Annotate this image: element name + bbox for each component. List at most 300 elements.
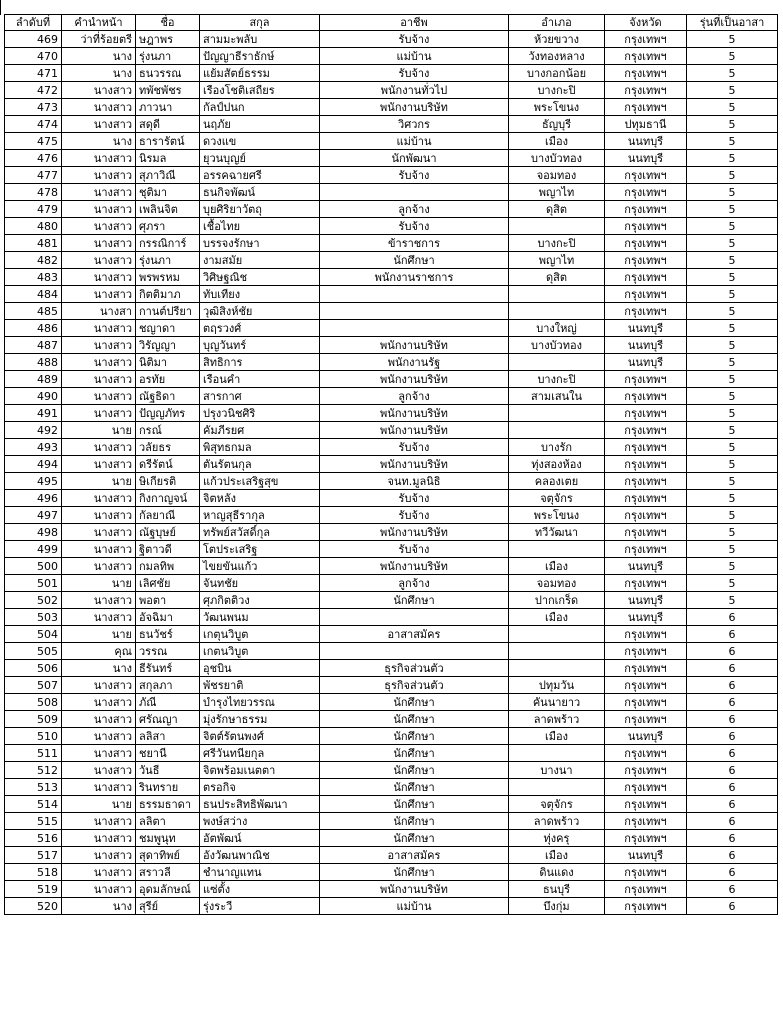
cell-last-name: ศรีวันทนียกุล [200, 745, 320, 762]
cell-title: นางสาว [62, 490, 136, 507]
table-body [5, 31, 778, 915]
cell-first-name: สดุดี [136, 116, 200, 133]
cell-occupation: ธุรกิจส่วนตัว [320, 660, 509, 677]
cell-occupation: แม่บ้าน [320, 48, 509, 65]
cell-province: กรุงเทพฯ [605, 235, 687, 252]
cell-occupation: รับจ้าง [320, 541, 509, 558]
cell-first-name: รินทราย [136, 779, 200, 796]
cell-occupation [320, 320, 509, 337]
header-district: อำเภอ [509, 15, 605, 31]
table-row [5, 745, 778, 762]
cell-occupation [320, 609, 509, 626]
cell-number: 487 [5, 337, 62, 354]
cell-province: กรุงเทพฯ [605, 167, 687, 184]
cell-number: 480 [5, 218, 62, 235]
cell-number: 478 [5, 184, 62, 201]
cell-first-name: รุ่งนภา [136, 252, 200, 269]
table-row [5, 694, 778, 711]
table-row [5, 337, 778, 354]
cell-title: นางสาว [62, 507, 136, 524]
cell-generation: 5 [687, 337, 778, 354]
cell-district [509, 779, 605, 796]
table-row [5, 779, 778, 796]
cell-district: ดุสิต [509, 269, 605, 286]
cell-generation: 6 [687, 694, 778, 711]
cell-province: นนทบุรี [605, 558, 687, 575]
table-row [5, 643, 778, 660]
table-row [5, 660, 778, 677]
cell-generation: 5 [687, 65, 778, 82]
cell-occupation: รับจ้าง [320, 507, 509, 524]
cell-occupation [320, 286, 509, 303]
cell-last-name: มุ่งรักษาธรรม [200, 711, 320, 728]
cell-number: 503 [5, 609, 62, 626]
cell-generation: 5 [687, 558, 778, 575]
cell-title: นางสาว [62, 201, 136, 218]
cell-first-name: สุรีย์ [136, 898, 200, 915]
cell-province: กรุงเทพฯ [605, 762, 687, 779]
cell-last-name: กัลป์ปนก [200, 99, 320, 116]
cell-province: กรุงเทพฯ [605, 626, 687, 643]
cell-last-name: งามสมัย [200, 252, 320, 269]
cell-last-name: นฤภัย [200, 116, 320, 133]
cell-last-name: อังวัฒนพาณิช [200, 847, 320, 864]
cell-last-name: คัมภีรยศ [200, 422, 320, 439]
cell-generation: 6 [687, 711, 778, 728]
cell-province: กรุงเทพฯ [605, 269, 687, 286]
cell-occupation: นักศึกษา [320, 796, 509, 813]
cell-last-name: ตันรัตนกุล [200, 456, 320, 473]
table-row [5, 269, 778, 286]
cell-first-name: ศรัณญา [136, 711, 200, 728]
cell-generation: 6 [687, 864, 778, 881]
cell-number: 506 [5, 660, 62, 677]
cell-generation: 5 [687, 252, 778, 269]
cell-first-name: วลัยธร [136, 439, 200, 456]
cell-district: พญาไท [509, 184, 605, 201]
cell-last-name: แก้วประเสริฐสุข [200, 473, 320, 490]
cell-number: 482 [5, 252, 62, 269]
cell-number: 518 [5, 864, 62, 881]
cell-number: 495 [5, 473, 62, 490]
cell-district: ปากเกร็ด [509, 592, 605, 609]
cell-first-name: ธนวรรณ [136, 65, 200, 82]
cell-number: 476 [5, 150, 62, 167]
cell-last-name: จิตพร้อมเนตตา [200, 762, 320, 779]
cell-occupation: พนักงานบริษัท [320, 405, 509, 422]
cell-title: นาย [62, 626, 136, 643]
cell-title: นางสาว [62, 541, 136, 558]
cell-province: กรุงเทพฯ [605, 184, 687, 201]
cell-district: บางใหญ่ [509, 320, 605, 337]
cell-title: นาง [62, 898, 136, 915]
cell-first-name: ศุภรา [136, 218, 200, 235]
cell-number: 474 [5, 116, 62, 133]
cell-title: นางสาว [62, 439, 136, 456]
cell-first-name: ธีรันทร์ [136, 660, 200, 677]
cell-last-name: ตฤรวงศ์ [200, 320, 320, 337]
cell-district: บางกะปิ [509, 235, 605, 252]
cell-district: บางบัวทอง [509, 337, 605, 354]
table-row [5, 235, 778, 252]
cell-number: 514 [5, 796, 62, 813]
table-row [5, 881, 778, 898]
cell-title: นางสาว [62, 116, 136, 133]
cell-generation: 6 [687, 779, 778, 796]
table-row [5, 711, 778, 728]
cell-last-name: ไขยขันแก้ว [200, 558, 320, 575]
cell-province: กรุงเทพฯ [605, 388, 687, 405]
cell-province: กรุงเทพฯ [605, 252, 687, 269]
cell-generation: 6 [687, 728, 778, 745]
cell-district [509, 218, 605, 235]
cell-district: จอมทอง [509, 575, 605, 592]
cell-occupation: อาสาสมัคร [320, 626, 509, 643]
cell-generation: 6 [687, 813, 778, 830]
cell-first-name: กรณ์ [136, 422, 200, 439]
cell-last-name: เชื้อไทย [200, 218, 320, 235]
cell-district [509, 643, 605, 660]
cell-first-name: กิตติมาภ [136, 286, 200, 303]
table-row [5, 541, 778, 558]
cell-first-name: อัจฉิมา [136, 609, 200, 626]
table-row [5, 303, 778, 320]
cell-district: จตุจักร [509, 796, 605, 813]
cell-occupation: พนักงานรัฐ [320, 354, 509, 371]
cell-district [509, 405, 605, 422]
cell-number: 494 [5, 456, 62, 473]
cell-district [509, 354, 605, 371]
cell-number: 519 [5, 881, 62, 898]
cell-district: บางกะปิ [509, 82, 605, 99]
cell-province: กรุงเทพฯ [605, 303, 687, 320]
cell-generation: 5 [687, 116, 778, 133]
table-header [5, 15, 778, 31]
cell-occupation: นักศึกษา [320, 745, 509, 762]
cell-generation: 5 [687, 575, 778, 592]
cell-generation: 5 [687, 133, 778, 150]
cell-number: 470 [5, 48, 62, 65]
cell-generation: 5 [687, 99, 778, 116]
cell-first-name: นิรมล [136, 150, 200, 167]
cell-province: กรุงเทพฯ [605, 677, 687, 694]
cell-occupation: พนักงานบริษัท [320, 524, 509, 541]
cell-title: นางสาว [62, 99, 136, 116]
cell-occupation: พนักงานบริษัท [320, 337, 509, 354]
cell-first-name: กมลทิพ [136, 558, 200, 575]
cell-number: 493 [5, 439, 62, 456]
cell-first-name: วันธี [136, 762, 200, 779]
cell-generation: 5 [687, 507, 778, 524]
cell-last-name: สารกาศ [200, 388, 320, 405]
table-row [5, 592, 778, 609]
cell-number: 484 [5, 286, 62, 303]
cell-first-name: นิติมา [136, 354, 200, 371]
cell-province: นนทบุรี [605, 354, 687, 371]
cell-title: นางสาว [62, 371, 136, 388]
cell-number: 507 [5, 677, 62, 694]
cell-title: นาย [62, 796, 136, 813]
cell-province: กรุงเทพฯ [605, 541, 687, 558]
cell-province: นนทบุรี [605, 847, 687, 864]
cell-title: นางสาว [62, 694, 136, 711]
cell-occupation: นักศึกษา [320, 592, 509, 609]
cell-province: กรุงเทพฯ [605, 745, 687, 762]
cell-occupation: พนักงานบริษัท [320, 456, 509, 473]
table-row [5, 184, 778, 201]
cell-first-name: กิงกาญจน์ [136, 490, 200, 507]
table-row [5, 286, 778, 303]
table-row [5, 796, 778, 813]
cell-title: นางสาว [62, 813, 136, 830]
cell-number: 490 [5, 388, 62, 405]
cell-title: นางสาว [62, 388, 136, 405]
cell-district: ธนบุรี [509, 881, 605, 898]
cell-province: นนทบุรี [605, 609, 687, 626]
cell-number: 469 [5, 31, 62, 48]
cell-occupation: ลูกจ้าง [320, 388, 509, 405]
cell-province: กรุงเทพฯ [605, 796, 687, 813]
cell-title: นางสาว [62, 745, 136, 762]
cell-last-name: อุชบิน [200, 660, 320, 677]
cell-district: ทุ่งครุ [509, 830, 605, 847]
cell-title: นางสาว [62, 337, 136, 354]
cell-occupation: นักศึกษา [320, 711, 509, 728]
cell-district: บางกอกน้อย [509, 65, 605, 82]
cell-occupation: รับจ้าง [320, 439, 509, 456]
cell-last-name: ธนกิจพัฒน์ [200, 184, 320, 201]
cell-title: นางสาว [62, 167, 136, 184]
cell-number: 520 [5, 898, 62, 915]
cell-last-name: ปัญญาธีราธักษ์ [200, 48, 320, 65]
cell-district: ดุสิต [509, 201, 605, 218]
cell-first-name: สุภาวิณี [136, 167, 200, 184]
table-row [5, 847, 778, 864]
cell-title: นางสาว [62, 252, 136, 269]
cell-first-name: ลลิตา [136, 813, 200, 830]
cell-title: นาย [62, 422, 136, 439]
cell-first-name: อุดมลักษณ์ [136, 881, 200, 898]
cell-last-name: เกตุนวิบูต [200, 626, 320, 643]
cell-occupation: อาสาสมัคร [320, 847, 509, 864]
table-row [5, 99, 778, 116]
table-row [5, 31, 778, 48]
cell-first-name: ษิเกียรติ [136, 473, 200, 490]
cell-last-name: ยุวนบุญย์ [200, 150, 320, 167]
cell-title: นางสาว [62, 184, 136, 201]
table-row [5, 201, 778, 218]
cell-number: 491 [5, 405, 62, 422]
cell-generation: 6 [687, 660, 778, 677]
cell-last-name: แซ่ตั้ง [200, 881, 320, 898]
cell-generation: 5 [687, 422, 778, 439]
cell-title: นาย [62, 575, 136, 592]
cell-province: กรุงเทพฯ [605, 490, 687, 507]
cell-province: กรุงเทพฯ [605, 660, 687, 677]
cell-district: บางกะปิ [509, 371, 605, 388]
cell-generation: 5 [687, 31, 778, 48]
cell-province: นนทบุรี [605, 337, 687, 354]
cell-province: กรุงเทพฯ [605, 779, 687, 796]
table-row [5, 116, 778, 133]
cell-last-name: จันทชัย [200, 575, 320, 592]
cell-district: ลาดพร้าว [509, 711, 605, 728]
cell-number: 499 [5, 541, 62, 558]
table-row [5, 813, 778, 830]
cell-first-name: พอตา [136, 592, 200, 609]
header-occupation: อาชีพ [320, 15, 509, 31]
cell-province: กรุงเทพฯ [605, 881, 687, 898]
cell-last-name: บำรุงไทยวรรณ [200, 694, 320, 711]
cell-title: ว่าที่ร้อยตรี [62, 31, 136, 48]
cell-province: กรุงเทพฯ [605, 524, 687, 541]
cell-district: คันนายาว [509, 694, 605, 711]
cell-last-name: หาญสุธีรากุล [200, 507, 320, 524]
cell-first-name: ชยานี [136, 745, 200, 762]
cell-occupation: พนักงานบริษัท [320, 558, 509, 575]
cell-number: 505 [5, 643, 62, 660]
cell-title: นาง [62, 133, 136, 150]
table-row [5, 133, 778, 150]
table-row [5, 82, 778, 99]
cell-number: 497 [5, 507, 62, 524]
cell-province: นนทบุรี [605, 150, 687, 167]
table-row [5, 558, 778, 575]
cell-occupation [320, 643, 509, 660]
cell-number: 471 [5, 65, 62, 82]
cell-district: ดินแดง [509, 864, 605, 881]
cell-last-name: ดวงแข [200, 133, 320, 150]
cell-generation: 5 [687, 320, 778, 337]
cell-occupation: พนักงานราชการ [320, 269, 509, 286]
volunteer-roster-table [4, 14, 778, 915]
cell-first-name: สกุลภา [136, 677, 200, 694]
cell-occupation: นักศึกษา [320, 728, 509, 745]
cell-generation: 5 [687, 490, 778, 507]
cell-first-name: ลลิสา [136, 728, 200, 745]
cell-number: 517 [5, 847, 62, 864]
cell-district [509, 286, 605, 303]
cell-province: กรุงเทพฯ [605, 507, 687, 524]
cell-district [509, 660, 605, 677]
table-row [5, 490, 778, 507]
cell-title: นางสาว [62, 762, 136, 779]
cell-number: 508 [5, 694, 62, 711]
cell-district: บางบัวทอง [509, 150, 605, 167]
table-row [5, 48, 778, 65]
cell-occupation: พนักงานบริษัท [320, 422, 509, 439]
cell-generation: 5 [687, 405, 778, 422]
cell-title: นางสาว [62, 354, 136, 371]
cell-title: นางสาว [62, 524, 136, 541]
table-row [5, 388, 778, 405]
cell-first-name: กานต์ปรียา [136, 303, 200, 320]
cell-generation: 5 [687, 269, 778, 286]
cell-number: 501 [5, 575, 62, 592]
cell-province: กรุงเทพฯ [605, 830, 687, 847]
cell-last-name: ชำนาญแทน [200, 864, 320, 881]
cell-first-name: ธนวัชร์ [136, 626, 200, 643]
cell-title: นาย [62, 473, 136, 490]
cell-province: กรุงเทพฯ [605, 643, 687, 660]
cell-occupation: แม่บ้าน [320, 133, 509, 150]
cell-first-name: ภาวนา [136, 99, 200, 116]
table-row [5, 65, 778, 82]
cell-district: ธัญบุรี [509, 116, 605, 133]
cell-occupation: รับจ้าง [320, 218, 509, 235]
cell-province: กรุงเทพฯ [605, 456, 687, 473]
cell-occupation: นักศึกษา [320, 694, 509, 711]
cell-province: นนทบุรี [605, 592, 687, 609]
cell-district [509, 745, 605, 762]
cell-number: 510 [5, 728, 62, 745]
cell-occupation: นักศึกษา [320, 864, 509, 881]
table-row [5, 762, 778, 779]
cell-number: 473 [5, 99, 62, 116]
table-row [5, 677, 778, 694]
cell-title: คุณ [62, 643, 136, 660]
cell-generation: 5 [687, 456, 778, 473]
table-row [5, 524, 778, 541]
cell-first-name: กรรณิการ์ [136, 235, 200, 252]
cell-number: 509 [5, 711, 62, 728]
cell-district: บางรัก [509, 439, 605, 456]
cell-generation: 6 [687, 626, 778, 643]
cell-generation: 6 [687, 643, 778, 660]
table-row [5, 626, 778, 643]
cell-occupation: นักพัฒนา [320, 150, 509, 167]
cell-first-name: รุ่งนภา [136, 48, 200, 65]
cell-number: 486 [5, 320, 62, 337]
cell-title: นางสาว [62, 609, 136, 626]
cell-generation: 6 [687, 796, 778, 813]
cell-last-name: บุยศิริยาวัตถุ [200, 201, 320, 218]
table-row [5, 354, 778, 371]
cell-occupation [320, 184, 509, 201]
cell-province: กรุงเทพฯ [605, 371, 687, 388]
cell-last-name: อัตพัฒน์ [200, 830, 320, 847]
cell-generation: 5 [687, 439, 778, 456]
cell-number: 483 [5, 269, 62, 286]
cell-generation: 5 [687, 201, 778, 218]
cell-title: นางสาว [62, 218, 136, 235]
cell-last-name: รุ่งระวี [200, 898, 320, 915]
cell-last-name: วุฒิสิงห์ชัย [200, 303, 320, 320]
cell-occupation: ลูกจ้าง [320, 201, 509, 218]
cell-generation: 5 [687, 48, 778, 65]
cell-occupation: นักศึกษา [320, 252, 509, 269]
cell-occupation: แม่บ้าน [320, 898, 509, 915]
cell-number: 475 [5, 133, 62, 150]
cell-title: นางสาว [62, 405, 136, 422]
table-row [5, 830, 778, 847]
cell-generation: 5 [687, 218, 778, 235]
cell-first-name: สุดาทิพย์ [136, 847, 200, 864]
table-row [5, 609, 778, 626]
cell-first-name: ชญาดา [136, 320, 200, 337]
table-row [5, 150, 778, 167]
cell-generation: 6 [687, 762, 778, 779]
cell-district: เมือง [509, 609, 605, 626]
cell-generation: 6 [687, 847, 778, 864]
cell-district: ปทุมวัน [509, 677, 605, 694]
cell-district: จอมทอง [509, 167, 605, 184]
header-generation: รุ่นที่เป็นอาสา [687, 15, 778, 31]
cell-last-name: พัชรยาติ [200, 677, 320, 694]
cell-number: 511 [5, 745, 62, 762]
cell-district: จตุจักร [509, 490, 605, 507]
cell-number: 500 [5, 558, 62, 575]
